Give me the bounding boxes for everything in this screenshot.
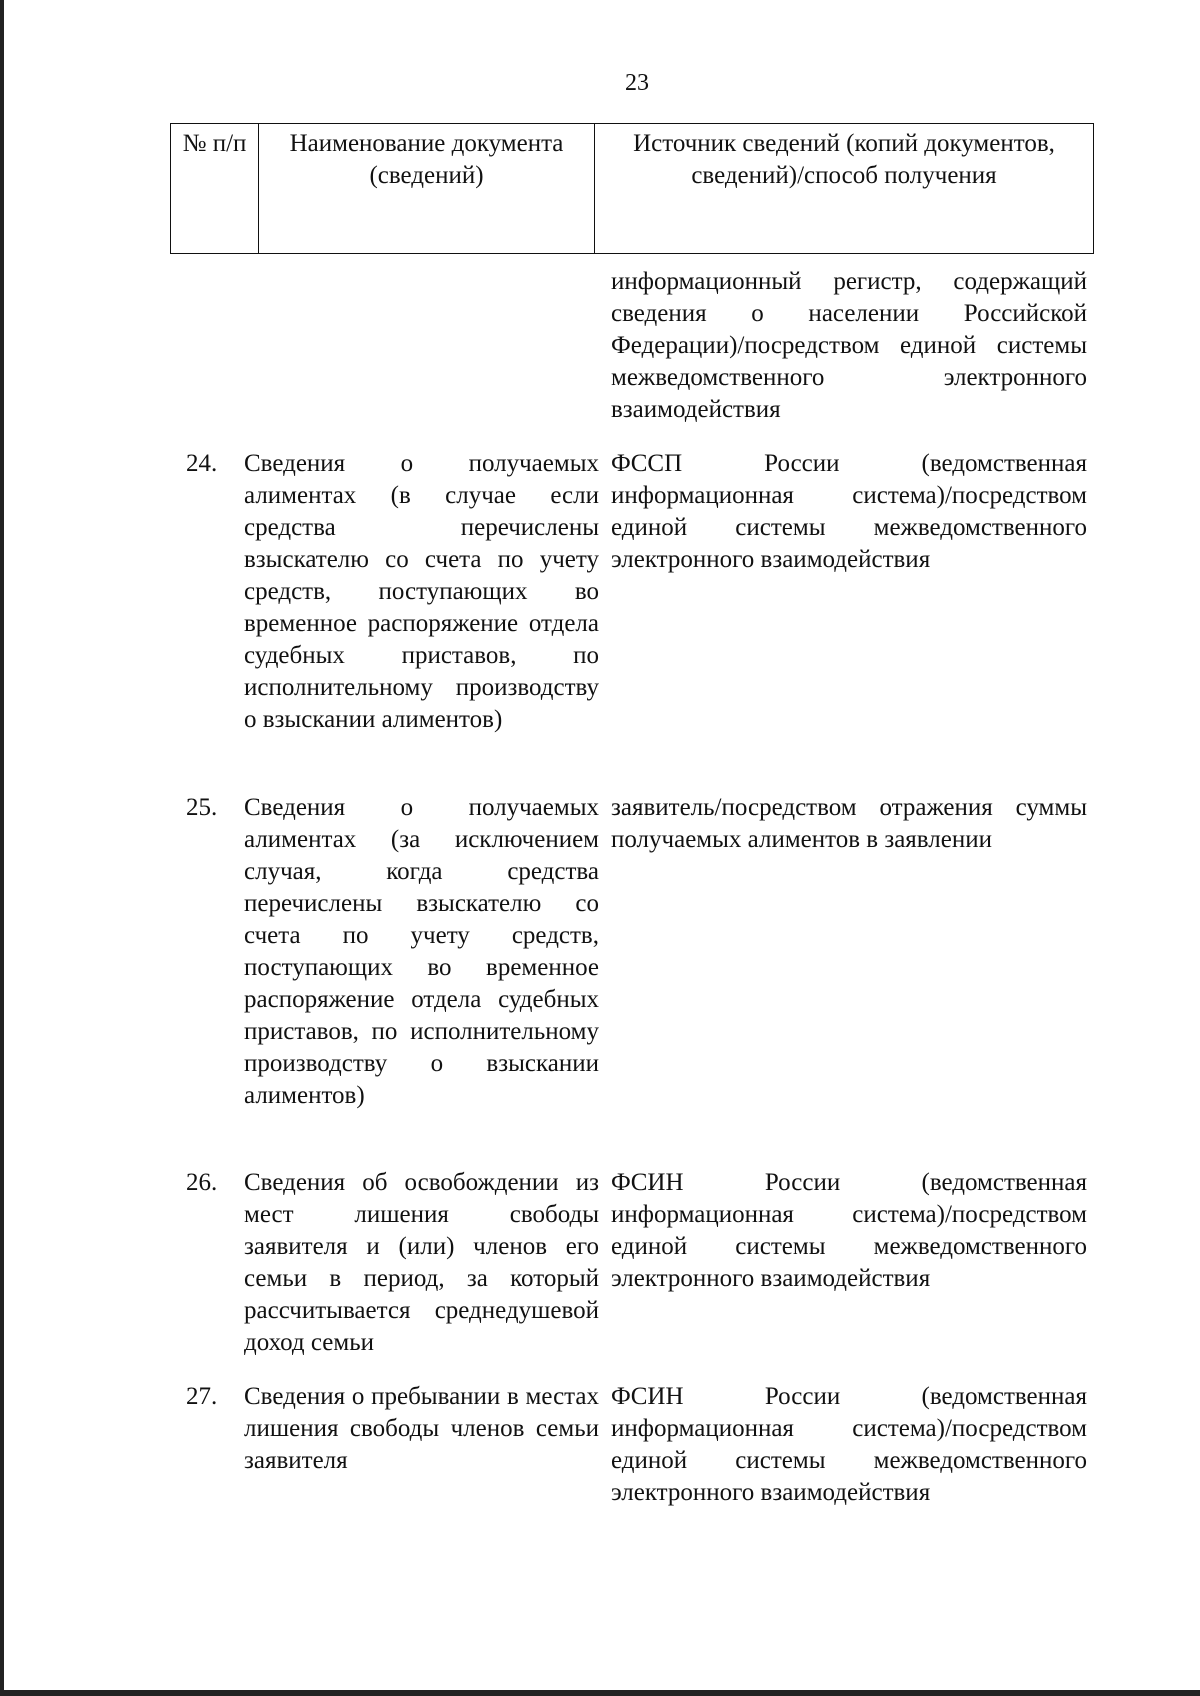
continuation-source-cell: информационный регистр, содержащий сведения о населении Российской Федерации)/посредством единой системы межведомственного электронного взаимодействия	[611, 268, 1087, 423]
row-document-name: Сведения об освобождении из мест лишения свободы заявителя и (или) членов его семьи в период, за который рассчитывается среднедушевой доход семьи	[244, 1169, 599, 1356]
row-source: ФССП России (ведомственная информационная система)/посредством единой системы межведомственного электронного взаимодействия	[611, 450, 1087, 573]
row-document-name: Сведения о получаемых алиментах (в случае если средства перечислены взыскателю со счета по учету средств, поступающих во временное распоряжение отдела судебных приставов, по исполнительному производству о взыскании алиментов)	[244, 450, 599, 733]
page-edge-left	[0, 0, 4, 1696]
header-col-source: Источник сведений (копий документов, сведений)/способ получения	[633, 130, 1055, 189]
row-document-name: Сведения о пребывании в местах лишения свободы членов семьи заявителя	[244, 1383, 599, 1474]
row-number: 25.	[186, 794, 218, 821]
page-number: 23	[625, 70, 649, 96]
row-source: ФСИН России (ведомственная информационная система)/посредством единой системы межведомственного электронного взаимодействия	[611, 1383, 1087, 1506]
header-col-document-name: Наименование документа (сведений)	[259, 124, 595, 253]
table-header	[170, 123, 1094, 254]
page-edge-bottom	[0, 1690, 1200, 1696]
row-number: 26.	[186, 1169, 218, 1196]
row-document-name: Сведения о получаемых алиментах (за исключением случая, когда средства перечислены взыскателю со счета по учету средств, поступающих во временное распоряжение отдела судебных приставов, по исполнительному производству о взыскании алиментов)	[244, 794, 599, 1109]
row-source: заявитель/посредством отражения суммы получаемых алиментов в заявлении	[611, 794, 1087, 853]
row-number: 27.	[186, 1383, 218, 1410]
row-number: 24.	[186, 450, 218, 477]
row-source: ФСИН России (ведомственная информационная система)/посредством единой системы межведомственного электронного взаимодействия	[611, 1169, 1087, 1292]
header-col-number: № п/п	[171, 124, 259, 253]
